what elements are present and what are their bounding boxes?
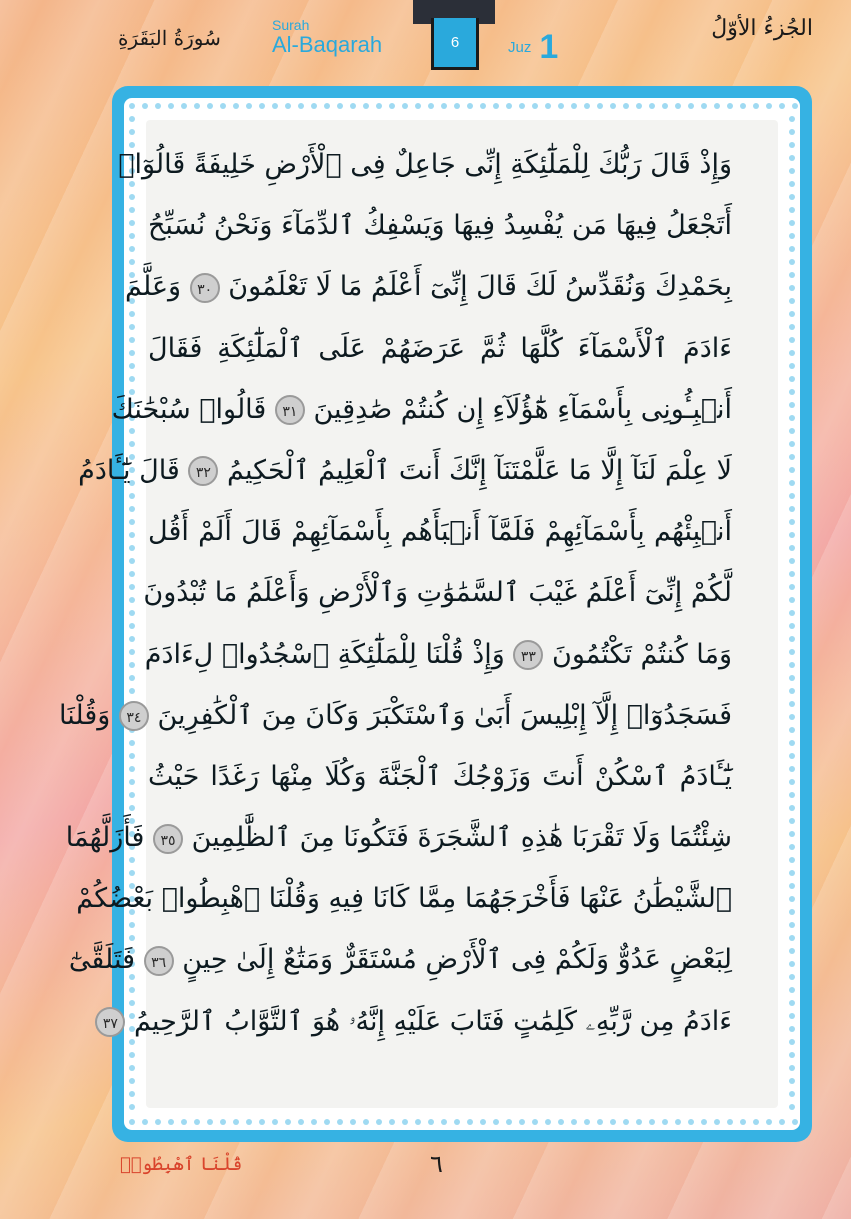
border-dot xyxy=(779,103,785,109)
border-dot xyxy=(246,103,252,109)
border-dot xyxy=(532,103,538,109)
border-dot xyxy=(376,1119,382,1125)
border-dot xyxy=(467,103,473,109)
border-dot xyxy=(789,896,795,902)
border-dot xyxy=(129,649,135,655)
page-header xyxy=(0,0,851,80)
verse-text: أَنۢبِئْهُم بِأَسْمَآئِهِمْ فَلَمَّآ أَنۢبَأَهُم بِأَسْمَآئِهِمْ قَالَ أَلَمْ أَقُل xyxy=(148,516,732,548)
verse-frame xyxy=(59,86,812,1142)
verse-text: بِحَمْدِكَ وَنُقَدِّسُ لَكَ قَالَ إِنِّىٓ أَعْلَمُ مَا لَا تَعْلَمُونَ xyxy=(228,271,732,303)
verse-line xyxy=(68,929,732,990)
border-dot xyxy=(506,1119,512,1125)
border-dot xyxy=(532,1119,538,1125)
verse-text: لَّكُمْ إِنِّىٓ أَعْلَمُ غَيْبَ ٱلسَّمَٰوَٰتِ وَٱلْأَرْضِ وَأَعْلَمُ مَا تُبْدُونَ xyxy=(143,577,732,609)
border-dot xyxy=(789,584,795,590)
border-dot xyxy=(789,961,795,967)
ayah-number-marker: ٣٦ xyxy=(144,946,174,976)
border-dot xyxy=(789,324,795,330)
border-dot xyxy=(789,467,795,473)
verse-text: يَٰٓـَٔادَمُ ٱسْكُنْ أَنتَ وَزَوْجُكَ ٱلْجَنَّةَ وَكُلَا مِنْهَا رَغَدًا حَيْثُ xyxy=(148,760,732,792)
ayah-number-marker: ٣٤ xyxy=(119,701,149,731)
border-dot xyxy=(688,1119,694,1125)
border-dot xyxy=(129,350,135,356)
border-dot xyxy=(233,103,239,109)
verse-text: لِبَعْضٍ عَدُوٌّ وَلَكُمْ فِى ٱلْأَرْضِ مُسْتَقَرٌّ وَمَتَٰعٌ إِلَىٰ حِينٍ xyxy=(182,944,732,976)
border-dot xyxy=(789,402,795,408)
border-dot xyxy=(285,1119,291,1125)
border-dot xyxy=(220,1119,226,1125)
verse-text: وَإِذْ قُلْنَا لِلْمَلَٰٓئِكَةِ ٱسْجُدُوا۟ لِءَادَمَ xyxy=(144,638,505,670)
border-dot xyxy=(789,168,795,174)
border-dot xyxy=(584,1119,590,1125)
juz-title-arabic: الجُزءُ الأوّلُ xyxy=(711,16,813,41)
border-dot xyxy=(789,922,795,928)
border-dot xyxy=(142,103,148,109)
border-dot xyxy=(350,103,356,109)
border-dot xyxy=(714,103,720,109)
border-dot xyxy=(168,1119,174,1125)
border-dot xyxy=(649,1119,655,1125)
border-dot xyxy=(714,1119,720,1125)
border-dot xyxy=(789,311,795,317)
border-dot xyxy=(220,103,226,109)
verse-line xyxy=(148,746,732,807)
border-dot xyxy=(402,1119,408,1125)
border-dot xyxy=(789,883,795,889)
border-dot xyxy=(298,1119,304,1125)
border-dot xyxy=(610,103,616,109)
verse-text: ءَادَمُ مِن رَّبِّهِۦ كَلِمَٰتٍ فَتَابَ عَلَيْهِ إِنَّهُۥ هُوَ ٱلتَّوَّابُ ٱلرَّحِيمُ xyxy=(133,1005,732,1037)
verse-text: وَإِذْ قَالَ رَبُّكَ لِلْمَلَٰٓئِكَةِ إِنِّى جَاعِلٌ فِى ٱلْأَرْضِ خَلِيفَةً قَالُوٓا۟ xyxy=(118,149,732,180)
border-dot xyxy=(701,1119,707,1125)
border-dot xyxy=(789,909,795,915)
verse-line xyxy=(148,318,732,379)
verse-text: قَالَ يَٰٓـَٔادَمُ xyxy=(78,454,180,486)
border-dot xyxy=(181,1119,187,1125)
surah-label: Surah xyxy=(272,17,310,33)
border-dot xyxy=(337,103,343,109)
border-dot xyxy=(766,1119,772,1125)
border-dot xyxy=(789,987,795,993)
border-dot xyxy=(480,103,486,109)
verse-line xyxy=(111,379,732,440)
border-dot xyxy=(129,545,135,551)
ayah-number-marker: ٣٢ xyxy=(188,456,218,486)
verse-text-block xyxy=(59,134,732,1052)
verse-text: وَمَا كُنتُمْ تَكْتُمُونَ xyxy=(552,638,732,670)
border-dot xyxy=(623,1119,629,1125)
border-dot xyxy=(789,870,795,876)
border-dot xyxy=(789,454,795,460)
border-dot xyxy=(129,792,135,798)
border-dot xyxy=(389,103,395,109)
border-dot xyxy=(789,935,795,941)
border-dot xyxy=(789,597,795,603)
border-dot xyxy=(233,1119,239,1125)
verse-line xyxy=(148,501,732,562)
border-dot xyxy=(789,844,795,850)
border-dot xyxy=(454,1119,460,1125)
verse-text: ءَادَمَ ٱلْأَسْمَآءَ كُلَّهَا ثُمَّ عَرَضَهُمْ عَلَى ٱلْمَلَٰٓئِكَةِ فَقَالَ xyxy=(148,332,732,364)
border-dot xyxy=(789,441,795,447)
border-dot xyxy=(789,753,795,759)
border-dot xyxy=(155,1119,161,1125)
border-dot xyxy=(789,285,795,291)
border-dot xyxy=(662,1119,668,1125)
verse-line xyxy=(78,440,732,501)
border-dot xyxy=(181,103,187,109)
border-dot xyxy=(129,558,135,564)
border-dot xyxy=(194,103,200,109)
border-dot xyxy=(545,1119,551,1125)
border-dot xyxy=(789,1091,795,1097)
border-dot xyxy=(789,181,795,187)
border-dot xyxy=(129,324,135,330)
surah-title-arabic: سُورَةُ البَقَرَةِ xyxy=(118,26,221,50)
border-dot xyxy=(454,103,460,109)
verse-line xyxy=(148,195,732,256)
ayah-number-marker: ٣٥ xyxy=(153,824,183,854)
border-dot xyxy=(649,103,655,109)
border-dot xyxy=(789,155,795,161)
border-dot xyxy=(350,1119,356,1125)
border-dot xyxy=(789,558,795,564)
border-dot xyxy=(558,103,564,109)
verse-text: وَقُلْنَا xyxy=(59,699,111,731)
border-dot xyxy=(789,272,795,278)
border-dot xyxy=(727,1119,733,1125)
border-dot xyxy=(727,103,733,109)
border-dot xyxy=(789,363,795,369)
border-dot xyxy=(129,363,135,369)
border-dot xyxy=(298,103,304,109)
border-dot xyxy=(789,389,795,395)
border-dot xyxy=(129,1078,135,1084)
border-dot xyxy=(675,1119,681,1125)
border-dot xyxy=(584,103,590,109)
border-dot xyxy=(467,1119,473,1125)
border-dot xyxy=(493,1119,499,1125)
border-dot xyxy=(789,792,795,798)
border-dot xyxy=(789,116,795,122)
border-dot xyxy=(415,103,421,109)
verse-text: أَتَجْعَلُ فِيهَا مَن يُفْسِدُ فِيهَا وَيَسْفِكُ ٱلدِّمَآءَ وَنَحْنُ نُسَبِّحُ xyxy=(148,210,732,242)
border-dot xyxy=(789,779,795,785)
border-dot xyxy=(789,766,795,772)
border-dot xyxy=(789,194,795,200)
border-dot xyxy=(428,103,434,109)
verse-line xyxy=(102,991,732,1052)
border-dot xyxy=(441,1119,447,1125)
border-dot xyxy=(789,571,795,577)
border-dot xyxy=(789,259,795,265)
border-dot xyxy=(789,727,795,733)
border-dot xyxy=(129,610,135,616)
border-dot xyxy=(597,103,603,109)
surah-name: Al-Baqarah xyxy=(272,32,383,57)
border-dot xyxy=(789,740,795,746)
verse-text: لَا عِلْمَ لَنَآ إِلَّا مَا عَلَّمْتَنَآ إِنَّكَ أَنتَ ٱلْعَلِيمُ ٱلْحَكِيمُ xyxy=(227,454,732,486)
border-dot xyxy=(610,1119,616,1125)
border-dot xyxy=(129,233,135,239)
border-dot xyxy=(789,1000,795,1006)
border-dot xyxy=(789,623,795,629)
page-number-tab xyxy=(431,18,479,70)
border-dot xyxy=(571,103,577,109)
verse-text: فَأَزَلَّهُمَا xyxy=(65,822,145,854)
border-dot xyxy=(789,688,795,694)
border-dot xyxy=(428,1119,434,1125)
border-dot xyxy=(623,103,629,109)
border-dot xyxy=(753,1119,759,1125)
border-dot xyxy=(789,857,795,863)
border-dot xyxy=(789,636,795,642)
surah-title-english xyxy=(272,18,382,56)
border-dot xyxy=(337,1119,343,1125)
border-dot xyxy=(789,1065,795,1071)
ayah-number-marker: ٣٣ xyxy=(513,640,543,670)
border-dot xyxy=(789,1104,795,1110)
border-dot xyxy=(789,337,795,343)
border-dot xyxy=(789,506,795,512)
border-dot xyxy=(789,701,795,707)
border-dot xyxy=(789,1052,795,1058)
border-dot xyxy=(324,103,330,109)
ayah-number-marker: ٣٠ xyxy=(190,273,220,303)
border-dot xyxy=(792,1119,798,1125)
verse-text: فَتَلَقَّىٰٓ xyxy=(68,944,135,976)
border-dot xyxy=(259,1119,265,1125)
border-dot xyxy=(129,1065,135,1071)
border-dot xyxy=(519,103,525,109)
border-dot xyxy=(789,1039,795,1045)
border-dot xyxy=(272,103,278,109)
border-dot xyxy=(740,103,746,109)
border-dot xyxy=(688,103,694,109)
verse-text: أَنۢبِـُٔونِى بِأَسْمَآءِ هَٰٓؤُلَآءِ إِن كُنتُمْ صَٰدِقِينَ xyxy=(313,393,732,425)
border-dot xyxy=(129,636,135,642)
border-dot xyxy=(636,1119,642,1125)
border-dot xyxy=(194,1119,200,1125)
juz-indicator xyxy=(508,28,558,67)
border-dot xyxy=(441,103,447,109)
border-dot xyxy=(129,766,135,772)
page-number: 6 xyxy=(450,34,460,51)
border-dot xyxy=(129,753,135,759)
border-dot xyxy=(779,1119,785,1125)
border-dot xyxy=(129,1104,135,1110)
border-dot xyxy=(789,831,795,837)
border-dot xyxy=(311,1119,317,1125)
border-dot xyxy=(129,246,135,252)
verse-line xyxy=(65,807,732,868)
border-dot xyxy=(789,376,795,382)
border-dot xyxy=(129,506,135,512)
border-dot xyxy=(207,1119,213,1125)
border-dot xyxy=(753,103,759,109)
border-dot xyxy=(792,103,798,109)
border-dot xyxy=(789,480,795,486)
border-dot xyxy=(789,298,795,304)
border-dot xyxy=(558,1119,564,1125)
border-dot xyxy=(493,103,499,109)
border-dot xyxy=(789,220,795,226)
juz-number: 1 xyxy=(539,28,559,66)
verse-text: شِئْتُمَا وَلَا تَقْرَبَا هَٰذِهِ ٱلشَّجَرَةَ فَتَكُونَا مِنَ ٱلظَّٰلِمِينَ xyxy=(191,822,732,854)
border-dot xyxy=(789,805,795,811)
border-dot xyxy=(789,1013,795,1019)
frame-border xyxy=(59,98,800,1130)
border-dot xyxy=(740,1119,746,1125)
ayah-number-marker: ٣١ xyxy=(275,395,305,425)
border-dot xyxy=(129,779,135,785)
border-dot xyxy=(272,1119,278,1125)
border-dot xyxy=(789,246,795,252)
border-dot xyxy=(311,103,317,109)
border-dot xyxy=(766,103,772,109)
border-dot xyxy=(480,1119,486,1125)
verse-line xyxy=(118,134,732,195)
border-dot xyxy=(259,103,265,109)
border-dot xyxy=(571,1119,577,1125)
border-dot xyxy=(168,103,174,109)
border-dot xyxy=(789,610,795,616)
border-dot xyxy=(155,103,161,109)
verse-text: وَعَلَّمَ xyxy=(125,271,182,303)
verse-text: ٱلشَّيْطَٰنُ عَنْهَا فَأَخْرَجَهُمَا مِمَّا كَانَا فِيهِ وَقُلْنَا ٱهْبِطُوا۟ بَعْضُكُمْ xyxy=(76,883,732,915)
border-dot xyxy=(506,103,512,109)
border-dot xyxy=(789,428,795,434)
border-dot xyxy=(701,103,707,109)
border-dot xyxy=(662,103,668,109)
border-dot xyxy=(402,103,408,109)
border-dot xyxy=(675,103,681,109)
border-dot xyxy=(129,623,135,629)
border-dot xyxy=(789,714,795,720)
border-dot xyxy=(376,103,382,109)
border-dot xyxy=(129,116,135,122)
border-dot xyxy=(129,675,135,681)
border-dot xyxy=(636,103,642,109)
border-dot xyxy=(129,1052,135,1058)
juz-label: Juz xyxy=(508,39,532,56)
border-dot xyxy=(789,948,795,954)
border-dot xyxy=(597,1119,603,1125)
border-dot xyxy=(789,350,795,356)
border-dot xyxy=(789,1078,795,1084)
border-dot xyxy=(789,545,795,551)
border-dot xyxy=(129,662,135,668)
border-dot xyxy=(129,1119,135,1125)
border-dot xyxy=(415,1119,421,1125)
border-dot xyxy=(129,584,135,590)
border-dot xyxy=(789,493,795,499)
border-dot xyxy=(129,220,135,226)
border-dot xyxy=(519,1119,525,1125)
border-dot xyxy=(389,1119,395,1125)
border-dot xyxy=(129,103,135,109)
border-dot xyxy=(789,142,795,148)
border-dot xyxy=(789,1026,795,1032)
border-dot xyxy=(363,1119,369,1125)
border-dot xyxy=(129,1091,135,1097)
border-dot xyxy=(789,532,795,538)
border-dot xyxy=(545,103,551,109)
verse-line xyxy=(125,256,732,317)
verse-line xyxy=(144,624,732,685)
border-dot xyxy=(207,103,213,109)
verse-line xyxy=(76,868,732,929)
border-dot xyxy=(789,519,795,525)
border-dot xyxy=(129,207,135,213)
verse-text: فَسَجَدُوٓا۟ إِلَّآ إِبْلِيسَ أَبَىٰ وَٱسْتَكْبَرَ وَكَانَ مِنَ ٱلْكَٰفِرِينَ xyxy=(157,699,732,731)
border-dot xyxy=(789,415,795,421)
border-dot xyxy=(789,129,795,135)
footer-page-number: ٦ xyxy=(430,1150,443,1178)
border-dot xyxy=(789,649,795,655)
verse-line xyxy=(143,562,732,623)
border-dot xyxy=(129,597,135,603)
border-dot xyxy=(129,519,135,525)
verse-line xyxy=(59,685,732,746)
border-dot xyxy=(129,571,135,577)
border-dot xyxy=(789,207,795,213)
border-dot xyxy=(363,103,369,109)
ayah-number-marker: ٣٧ xyxy=(95,1007,125,1037)
catchword: قُلْنَا ٱهْبِطُوا۟ xyxy=(120,1154,243,1175)
border-dot xyxy=(246,1119,252,1125)
border-dot xyxy=(789,662,795,668)
border-dot xyxy=(789,974,795,980)
border-dot xyxy=(142,1119,148,1125)
border-dot xyxy=(285,103,291,109)
border-dot xyxy=(789,233,795,239)
border-dot xyxy=(129,532,135,538)
verse-text: قَالُوا۟ سُبْحَٰنَكَ xyxy=(111,393,267,425)
border-dot xyxy=(129,337,135,343)
border-dot xyxy=(324,1119,330,1125)
border-dot xyxy=(789,818,795,824)
border-dot xyxy=(789,675,795,681)
